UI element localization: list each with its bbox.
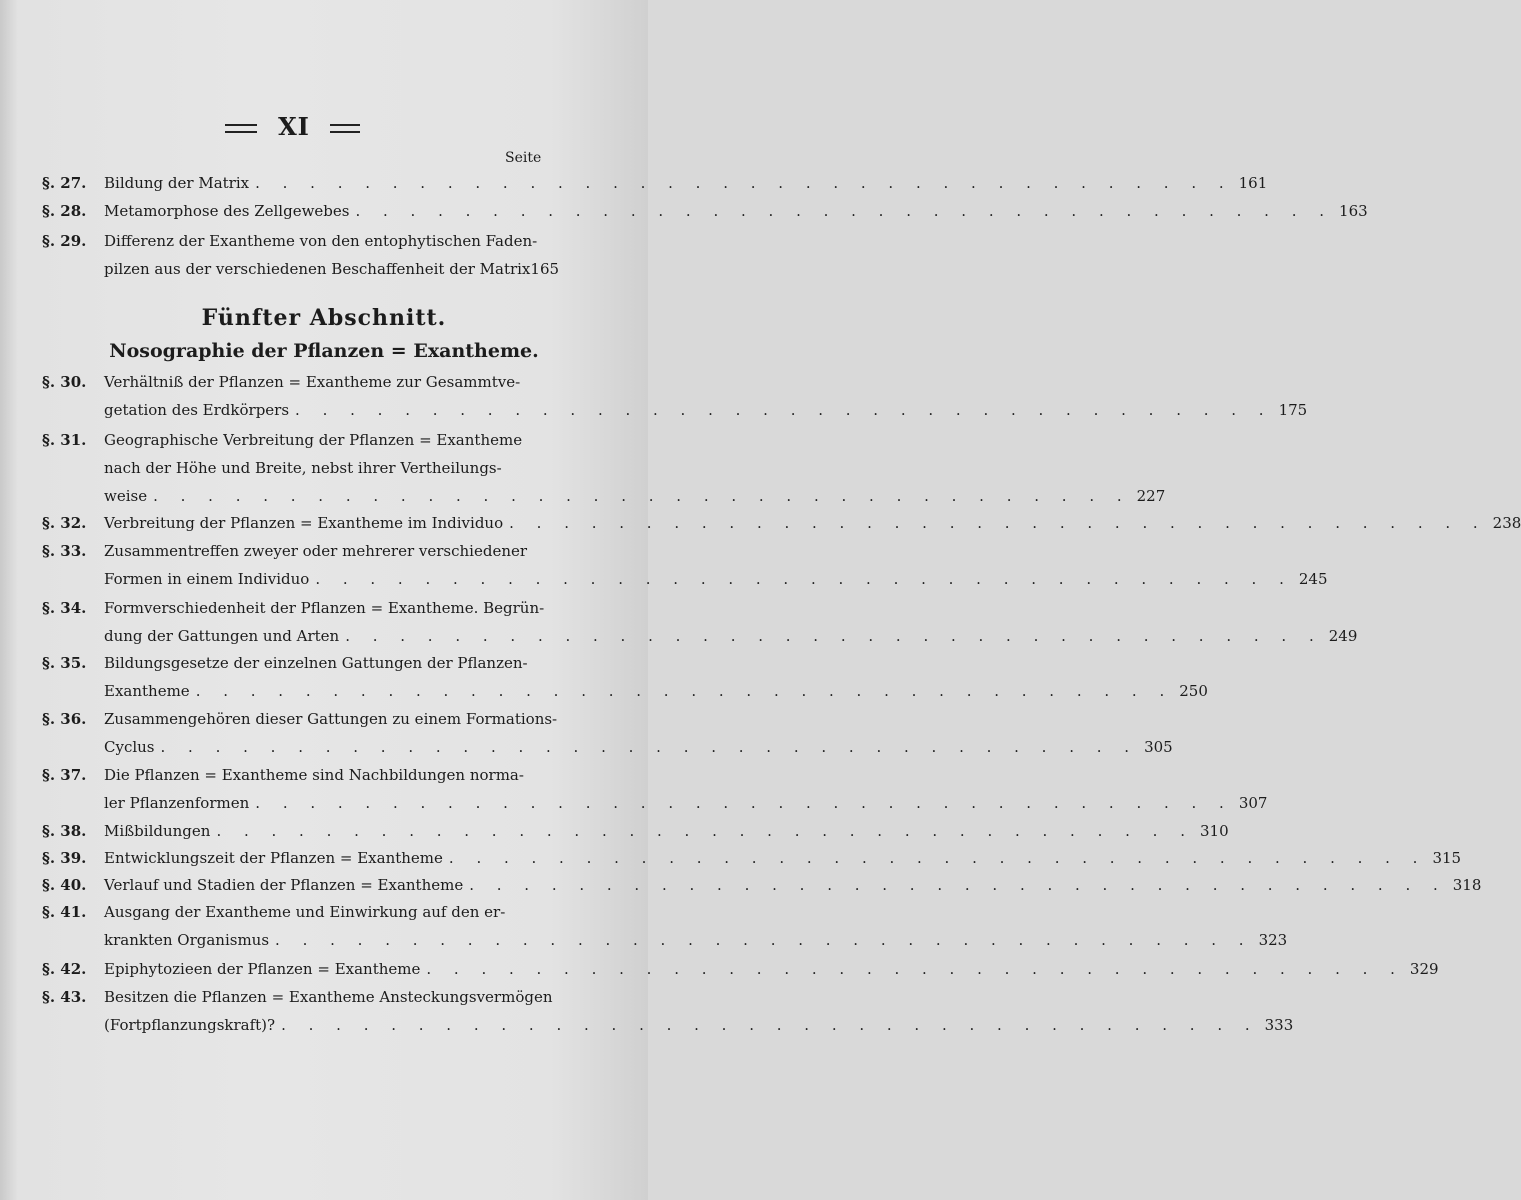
entry-title: Formverschiedenheit der Pflanzen = Exantheme. Begrün- [104, 599, 545, 617]
toc-line [104, 960, 1439, 978]
paragraph-number: §. 38. [42, 822, 87, 840]
entry-title: Bildungsgesetze der einzelnen Gattungen der Pflanzen- [104, 654, 528, 672]
entry-title: Zusammentreffen zweyer oder mehrerer verschiedener [104, 542, 528, 560]
paragraph-number: §. 27. [42, 174, 87, 192]
header-rule-left [225, 124, 257, 133]
paragraph-number: §. 30. [42, 373, 87, 391]
page-ref: 227 [1136, 487, 1166, 505]
page-header [0, 112, 648, 142]
toc-line [104, 260, 560, 278]
page-ref: 307 [1238, 794, 1268, 812]
dot-leader: . . . . . . . . . . . . . . . . . . . . . . . . . . . . . . . . . . . . [195, 682, 1174, 700]
entry-title: Zusammengehören dieser Gattungen zu einem Formations- [104, 710, 558, 728]
toc-line [104, 822, 1229, 840]
dot-leader: . . . . . . . . . . . . . . . . . . . . . . . . . . . . . . . . . . . . [355, 202, 1334, 220]
toc-line [104, 654, 548, 672]
entry-title: pilzen aus der verschiedenen Beschaffenheit der Matrix [104, 260, 531, 278]
paragraph-number: §. 36. [42, 710, 87, 728]
paragraph-number: §. 40. [42, 876, 87, 894]
toc-line [104, 1016, 1294, 1034]
dot-leader: . . . . . . . . . . . . . . . . . . . . . . . . . . . . . . . . . . . . [160, 738, 1139, 756]
dot-leader: . . . . . . . . . . . . . . . . . . . . . . . . . . . . . . . . . . . . [509, 514, 1487, 532]
entry-title: Ausgang der Exantheme und Einwirkung auf den er- [104, 903, 506, 921]
toc-line [104, 599, 548, 617]
toc-line [104, 738, 1173, 756]
entry-title: Besitzen die Pflanzen = Exantheme Ansteckungsvermögen [104, 988, 553, 1006]
entry-title: Differenz der Exantheme von den entophytischen Faden- [104, 232, 538, 250]
entry-title: Formen in einem Individuo [104, 570, 310, 588]
toc-line [104, 766, 548, 784]
page-ref: 250 [1179, 682, 1208, 700]
toc-line [104, 232, 548, 250]
toc-line [104, 903, 548, 921]
entry-title: Epiphytozieen der Pflanzen = Exantheme [104, 960, 421, 978]
dot-leader: . . . . . . . . . . . . . . . . . . . . . . . . . . . . . . . . . . . . [345, 627, 1323, 645]
toc-line [104, 514, 1521, 532]
dot-leader: . . . . . . . . . . . . . . . . . . . . . . . . . . . . . . . . . . . . [426, 960, 1404, 978]
paragraph-number: §. 37. [42, 766, 87, 784]
page-ref: 329 [1409, 960, 1439, 978]
page-ref: 310 [1199, 822, 1229, 840]
entry-title: Verlauf und Stadien der Pflanzen = Exantheme [104, 876, 464, 894]
toc-line [104, 373, 548, 391]
toc-line [104, 174, 1268, 192]
page-ref: 318 [1452, 876, 1482, 894]
paragraph-number: §. 41. [42, 903, 87, 921]
page-number: XI [278, 112, 310, 141]
section-title: Fünfter Abschnitt. [201, 305, 447, 331]
toc-line [104, 202, 1368, 220]
paragraph-number: §. 34. [42, 599, 87, 617]
entry-title: (Fortpflanzungskraft)? [104, 1016, 276, 1034]
entry-title: Metamorphose des Zellgewebes [104, 202, 350, 220]
toc-line [104, 876, 1482, 894]
dot-leader: . . . . . . . . . . . . . . . . . . . . . . . . . . . . . . . . . . . . [448, 849, 1427, 867]
toc-line [104, 682, 1208, 700]
paragraph-number: §. 42. [42, 960, 87, 978]
entry-title: weise [104, 487, 148, 505]
toc-line [104, 794, 1268, 812]
paragraph-number: §. 28. [42, 202, 87, 220]
toc-line [104, 931, 1288, 949]
toc-line [104, 988, 553, 1006]
entry-title: Geographische Verbreitung der Pflanzen = Exantheme [104, 431, 523, 449]
toc-line [104, 487, 1166, 505]
toc-line [104, 459, 548, 477]
page-ref: 165 [530, 260, 560, 278]
page-ref: 161 [1238, 174, 1268, 192]
toc-line [104, 401, 1308, 419]
entry-title: Entwicklungszeit der Pflanzen = Exantheme [104, 849, 443, 867]
paragraph-number: §. 35. [42, 654, 87, 672]
page-ref: 175 [1278, 401, 1308, 419]
dot-leader: . . . . . . . . . . . . . . . . . . . . . . . . . . . . . . . . . . . . [469, 876, 1447, 894]
entry-title: Verbreitung der Pflanzen = Exantheme im Individuo [104, 514, 504, 532]
paragraph-number: §. 39. [42, 849, 87, 867]
page-ref: 238 [1492, 514, 1521, 532]
entry-title: Die Pflanzen = Exantheme sind Nachbildungen norma- [104, 766, 524, 784]
paragraph-number: §. 43. [42, 988, 87, 1006]
dot-leader: . . . . . . . . . . . . . . . . . . . . . . . . . . . . . . . . . . . . [315, 570, 1293, 588]
entry-title: Verhältniß der Pflanzen = Exantheme zur Gesammtve- [104, 373, 521, 391]
entry-title: Cyclus [104, 738, 155, 756]
dot-leader: . . . . . . . . . . . . . . . . . . . . . . . . . . . . . . . . . . . . [295, 401, 1273, 419]
dot-leader: . . . . . . . . . . . . . . . . . . . . . . . . . . . . . . . . . . . . [275, 931, 1253, 949]
dot-leader: . . . . . . . . . . . . . . . . . . . . . . . . . . . . . . . . . . . . [153, 487, 1131, 505]
toc-line [104, 849, 1462, 867]
entry-title: dung der Gattungen und Arten [104, 627, 340, 645]
dot-leader: . . . . . . . . . . . . . . . . . . . . . . . . . . . . . . . . . . . . [281, 1016, 1259, 1034]
dot-leader: . . . . . . . . . . . . . . . . . . . . . . . . . . . . . . . . . . . . [255, 794, 1233, 812]
paragraph-number: §. 29. [42, 232, 87, 250]
seite-label: Seite [505, 150, 542, 166]
toc-line [104, 431, 548, 449]
toc-line [104, 570, 1328, 588]
page-ref: 315 [1432, 849, 1462, 867]
entry-title: ler Pflanzenformen [104, 794, 250, 812]
page-ref: 249 [1328, 627, 1358, 645]
entry-title: krankten Organismus [104, 931, 270, 949]
entry-title: Bildung der Matrix [104, 174, 250, 192]
section-subtitle: Nosographie der Pflanzen = Exantheme. [109, 340, 539, 362]
paragraph-number: §. 32. [42, 514, 87, 532]
header-rule-right [330, 124, 360, 133]
toc-line [104, 542, 548, 560]
page-ref: 245 [1298, 570, 1328, 588]
toc-line [104, 710, 558, 728]
page-ref: 305 [1144, 738, 1173, 756]
page-ref: 323 [1258, 931, 1288, 949]
paragraph-number: §. 31. [42, 431, 87, 449]
page-ref: 333 [1264, 1016, 1294, 1034]
dot-leader: . . . . . . . . . . . . . . . . . . . . . . . . . . . . . . . . . . . . [255, 174, 1233, 192]
entry-title: Exantheme [104, 682, 190, 700]
entry-title: getation des Erdkörpers [104, 401, 290, 419]
dot-leader: . . . . . . . . . . . . . . . . . . . . . . . . . . . . . . . . . . . . [216, 822, 1194, 840]
entry-title: nach der Höhe und Breite, nebst ihrer Vertheilungs- [104, 459, 502, 477]
toc-line [104, 627, 1358, 645]
paragraph-number: §. 33. [42, 542, 87, 560]
entry-title: Mißbildungen [104, 822, 211, 840]
page-ref: 163 [1339, 202, 1368, 220]
